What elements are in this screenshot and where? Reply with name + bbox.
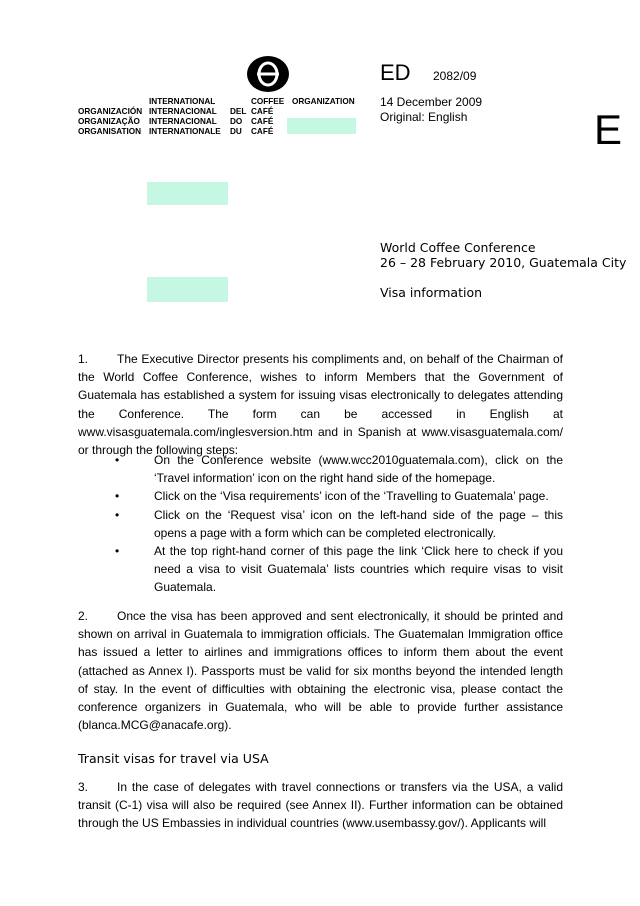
org-row3-col4: CAFÉ: [251, 117, 274, 126]
bullet-icon: •: [115, 544, 120, 559]
org-row3-col2: INTERNACIONAL: [149, 117, 217, 126]
org-row2-col2: INTERNACIONAL: [149, 107, 217, 116]
doc-code: ED: [380, 60, 411, 85]
list-item-text: At the top right-hand corner of this page the link ‘Click here to check if you need a visa to visit Guatemala’ lists countries which require visas to visit Guatemala.: [154, 544, 563, 595]
highlight-block: [147, 182, 228, 205]
section-heading: Transit visas for travel via USA: [78, 751, 269, 766]
language-letter: E: [594, 106, 623, 153]
bullet-icon: •: [115, 489, 120, 504]
paragraph-number: 1.: [78, 352, 89, 366]
org-row2-col3: DEL: [230, 107, 247, 116]
paragraph-text: The Executive Director presents his compliments and, on behalf of the Chairman of the World Coffee Conference, wishes to inform Members that the Government of Guatemala has established a system for issuing visas electronically to delegates attending the Conference. The form can be accessed in English at www.visasguatemala.com/inglesversion.htm and in Spanish at www.visasguatemala.com/ or through the following steps:: [78, 352, 563, 458]
highlight-block: [147, 277, 228, 302]
doc-original-language: Original: English: [380, 110, 468, 124]
conference-dates-place: 26 – 28 February 2010, Guatemala City: [380, 255, 627, 270]
steps-list: [115, 451, 563, 597]
paragraph-3: [78, 778, 563, 833]
org-row4-col4: CAFÉ: [251, 127, 274, 136]
list-item: [115, 506, 563, 542]
org-row2-col4: CAFÉ: [251, 107, 274, 116]
highlight-block: [287, 118, 356, 134]
bullet-icon: •: [115, 507, 120, 522]
doc-number: 2082/09: [433, 69, 477, 83]
bullet-icon: •: [115, 453, 120, 467]
org-row1-col3: COFFEE: [251, 97, 285, 106]
list-item: [115, 542, 563, 597]
org-row4-col3: DU: [230, 127, 242, 136]
org-row1-col4: ORGANIZATION: [292, 97, 355, 106]
paragraph-number: 3.: [78, 780, 89, 794]
org-row1-col2: INTERNATIONAL: [149, 97, 216, 106]
paragraph-2: [78, 607, 563, 734]
org-row3-col3: DO: [230, 117, 243, 126]
list-item-text: Click on the ‘Request visa’ icon on the left-hand side of the page – this opens a page with a form which can be completed electronically.: [154, 507, 563, 540]
list-item: [115, 451, 563, 487]
paragraph-number: 2.: [78, 609, 89, 623]
paragraph-1: [78, 350, 563, 459]
list-item-text: On the Conference website (www.wcc2010guatemala.com), click on the ‘Travel information’ icon on the right hand side of the homepage.: [154, 453, 563, 486]
list-item: [115, 487, 563, 505]
paragraph-text: Once the visa has been approved and sent electronically, it should be printed and shown on arrival in Guatemala to immigration officials. The Guatemalan Immigration office has issued a letter to airlines and immigrations offices to inform them about the event (attached as Annex I). Passports must be valid for six months beyond the intended length of stay. In the event of difficulties with obtaining the electronic visa, please contact the conference organizers in Guatemala, who will be able to provide further assistance (blanca.MCG@anacafe.org).: [78, 609, 563, 733]
list-item-text: Click on the ‘Visa requirements’ icon of the ‘Travelling to Guatemala’ page.: [154, 489, 549, 504]
org-row2-col1: ORGANIZACIÓN: [78, 107, 143, 116]
org-row4-col2: INTERNATIONALE: [149, 127, 221, 136]
subject-line: Visa information: [380, 285, 483, 300]
org-row4-col1: ORGANISATION: [78, 127, 142, 136]
doc-date: 14 December 2009: [380, 95, 483, 109]
conference-name: World Coffee Conference: [380, 240, 536, 255]
paragraph-text: In the case of delegates with travel connections or transfers via the USA, a valid transit (C-1) visa will also be required (see Annex II). Further information can be obtained through the US Embassies in individual countries (www.usembassy.gov/). Applicants will: [78, 780, 563, 831]
org-row3-col1: ORGANIZAÇÃO: [78, 117, 140, 126]
